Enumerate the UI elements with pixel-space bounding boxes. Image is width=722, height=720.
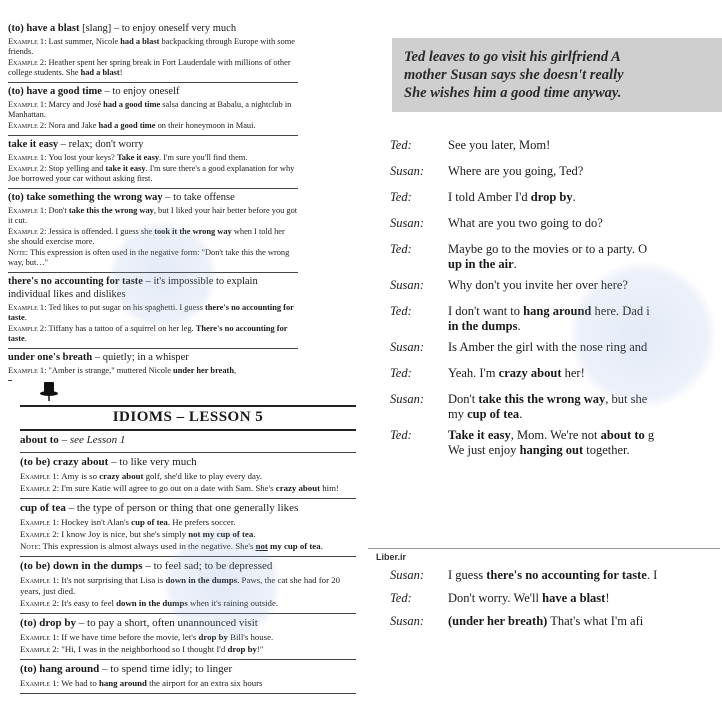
idiom-highlight: hanging out	[519, 443, 584, 457]
text-run: Bill's house.	[227, 632, 274, 642]
speaker-name: Ted:	[390, 591, 412, 605]
text-run: You lost your keys?	[48, 153, 117, 162]
dialogue-text	[448, 190, 720, 205]
text-run: Nora and Jake	[48, 121, 99, 130]
text-run: . I'm sure you'll find them.	[159, 153, 248, 162]
example-label: Example 1:	[20, 575, 62, 585]
idiom-highlight: there's no accounting for taste	[486, 568, 647, 582]
text-run: Hockey isn't Alan's	[61, 517, 132, 527]
text-run: I'm sure Katie will agree to go out on a date with Sam. She's	[61, 483, 276, 493]
text-run: "Hi, I was in the neighborhood so I thought I'd	[61, 644, 228, 654]
idiom-highlight: Take it easy	[116, 153, 160, 162]
idiom-heading	[8, 138, 298, 151]
speaker-name: Susan:	[390, 278, 425, 292]
example-sentence	[20, 483, 356, 494]
idiom-definition: – to enjoy oneself very much	[111, 23, 237, 34]
text-run: Where are you going, Ted?	[448, 164, 584, 178]
text-run: backpacking through Europe with some friends.	[8, 37, 295, 56]
example-sentence	[20, 517, 356, 528]
idiom-highlight: there's no accounting for taste	[8, 303, 294, 322]
text-run: g	[644, 428, 655, 442]
text-run: It's easy to feel	[61, 598, 117, 608]
intro-banner	[392, 38, 722, 112]
speaker-name: Ted:	[390, 304, 412, 318]
example-label: Example 1:	[20, 632, 62, 642]
text-run: the airport for an extra six hours	[146, 678, 263, 688]
example-sentence	[20, 471, 356, 482]
idiom-definition: – to spend time idly; to linger	[99, 663, 233, 675]
text-run: , but I liked your hair better before you got it cut.	[8, 206, 298, 225]
example-sentence	[8, 164, 298, 184]
idiom-term: (to) have a blast	[8, 23, 80, 34]
idiom-highlight: (under her breath)	[448, 614, 548, 628]
idiom-highlight: drop by	[227, 644, 257, 654]
idiom-entry	[20, 660, 356, 694]
idiom-highlight: hang around	[523, 304, 592, 318]
text-run: her!	[561, 366, 585, 380]
dialogue-text	[448, 568, 720, 583]
text-run: . I	[646, 568, 658, 582]
text-run: This expression is often used in the negative form: "Don't take this the wrong way, but…"	[8, 248, 290, 267]
text-run: This expression is almost always used in the negative. She's	[42, 541, 256, 551]
text-run: Maybe go to the movies or to a party. O	[448, 242, 648, 256]
dialogue-page	[368, 0, 720, 540]
example-label: Example 1:	[8, 37, 49, 46]
dialogue-line	[390, 428, 720, 458]
text-run: Yeah. I'm	[448, 366, 499, 380]
text-run: Jessica is offended. I guess she	[48, 227, 155, 236]
example-label: Example 1:	[8, 366, 49, 375]
example-label: Example 1:	[8, 100, 49, 109]
text-run: !	[119, 68, 123, 77]
intro-line: She wishes him a good time anyway.	[404, 85, 622, 101]
idiom-highlight: There's no accounting for taste	[8, 324, 288, 343]
text-run: I told Amber I'd	[448, 190, 531, 204]
dialogue-text	[448, 138, 720, 153]
idiom-definition: – quietly; in a whisper	[92, 352, 189, 363]
text-run: . Paws, the cat she had for 20 years, just died.	[20, 575, 341, 596]
text-run: Don't	[448, 392, 479, 406]
text-run: salsa dancing at Babalu, a nightclub in Manhattan.	[8, 100, 292, 119]
dialogue-text	[448, 614, 720, 629]
example-label: Example 2:	[8, 121, 49, 130]
speaker-name: Susan:	[390, 164, 425, 178]
idiom-definition: – to take offense	[162, 192, 235, 203]
text-run: !"	[256, 644, 264, 654]
idiom-entry	[20, 431, 356, 453]
idiom-entry	[8, 136, 298, 189]
idiom-highlight: my cup of tea	[270, 541, 321, 551]
idiom-heading	[20, 433, 356, 447]
idiom-highlight: crazy about	[275, 483, 321, 493]
text-run: I know Joy is nice, but she's simply	[61, 529, 189, 539]
text-run: .	[24, 313, 27, 322]
speaker-name: Ted:	[390, 366, 412, 380]
watermark-logo-icon	[568, 260, 718, 410]
text-run: .	[517, 319, 521, 333]
idiom-highlight: up in the air	[448, 257, 514, 271]
text-run: If we have time before the movie, let's	[61, 632, 199, 642]
idiom-highlight: not my cup of tea	[188, 529, 254, 539]
idiom-definition: – to feel sad; to be depressed	[142, 560, 273, 572]
text-run: on their honeymoon in Maui.	[155, 121, 256, 130]
example-sentence	[8, 121, 298, 131]
divider	[368, 548, 720, 549]
idiom-term: about to	[20, 434, 59, 446]
dialogue-text	[448, 216, 720, 231]
example-label: Example 2:	[20, 598, 62, 608]
example-label: Example 2:	[20, 529, 62, 539]
idiom-term: cup of tea	[20, 502, 66, 514]
idiom-definition: – to pay a short, often unannounced visit	[76, 617, 258, 629]
idiom-highlight: drop by	[198, 632, 228, 642]
speaker-name: Ted:	[390, 138, 412, 152]
example-label: Example 2:	[8, 227, 49, 236]
text-run: !	[605, 591, 610, 605]
text-run: That's what I'm afi	[547, 614, 644, 628]
text-run: We had to	[61, 678, 99, 688]
idiom-heading	[20, 501, 356, 515]
text-run: , but she	[605, 392, 648, 406]
dialogue-line	[390, 614, 720, 629]
idiom-highlight: hang around	[98, 678, 147, 688]
example-label: Example 1:	[20, 471, 62, 481]
dialogue-line	[390, 216, 720, 231]
dialogue-line	[390, 190, 720, 205]
idiom-highlight: took it the wrong way	[154, 227, 232, 236]
text-run: See you later, Mom!	[448, 138, 551, 152]
idiom-heading	[8, 22, 298, 35]
text-run: Last summer, Nicole	[48, 37, 121, 46]
example-label: Example 1:	[8, 206, 49, 215]
text-run: Don't worry. We'll	[448, 591, 543, 605]
text-run: .	[24, 334, 27, 343]
idiom-definition: – relax; don't worry	[58, 139, 144, 150]
idiom-highlight: in the dumps	[448, 319, 518, 333]
idiom-term: (to) hang around	[20, 663, 100, 675]
idiom-term: under one's breath	[8, 352, 93, 363]
dialogue-text	[448, 428, 720, 458]
example-label: Example 2:	[8, 58, 49, 67]
dialogue-line	[390, 591, 720, 606]
cross-reference: see Lesson 1	[69, 434, 126, 446]
example-label: Example 2:	[8, 324, 49, 333]
text-run: , Mom. We're not	[510, 428, 601, 442]
example-label: Example 2:	[8, 164, 49, 173]
idiom-definition: – to enjoy oneself	[101, 86, 180, 97]
idiom-heading	[20, 455, 356, 469]
idiom-highlight: crazy about	[498, 366, 562, 380]
idiom-term: take it easy	[8, 139, 59, 150]
text-run: What are you two going to do?	[448, 216, 603, 230]
idiom-heading	[8, 191, 298, 204]
example-sentence	[8, 100, 298, 120]
idiom-highlight: drop by	[530, 190, 573, 204]
text-run: my	[448, 407, 468, 421]
example-label: Example 1:	[8, 153, 49, 162]
dialogue-text	[448, 591, 720, 606]
idiom-heading	[20, 662, 356, 676]
text-run: golf, she'd like to play every day.	[143, 471, 262, 481]
speaker-name: Susan:	[390, 392, 425, 406]
text-run: .	[320, 541, 323, 551]
idiom-definition: –	[58, 434, 70, 446]
watermark-logo-icon	[108, 220, 218, 330]
example-sentence	[8, 37, 298, 57]
idiom-highlight: crazy about	[99, 471, 144, 481]
idiom-highlight: not	[255, 541, 268, 551]
text-run: Amy is so	[61, 471, 100, 481]
example-label: Example 2:	[20, 644, 62, 654]
text-run: . I'm sure there's a good explanation for why Joe borrowed your car without asking first.	[8, 164, 295, 183]
example-label: Note:	[8, 248, 31, 257]
idioms-page-top-left	[8, 20, 298, 375]
top-hat-icon	[38, 379, 60, 401]
example-sentence	[20, 644, 356, 655]
idiom-definition: – it's impossible to explain individual likes and dislikes	[8, 276, 258, 300]
dialogue-line	[390, 164, 720, 179]
text-run: here. Dad i	[591, 304, 650, 318]
idiom-definition: – the type of person or thing that one generally likes	[65, 502, 299, 514]
lesson-title: IDIOMS – LESSON 5	[20, 405, 356, 431]
dialogue-text	[448, 242, 720, 272]
dialogue-page-continued	[368, 548, 720, 636]
text-run: when it's raining outside.	[187, 598, 279, 608]
text-run: .	[253, 529, 256, 539]
idiom-highlight: cup of tea	[467, 407, 520, 421]
text-run: Ted likes to put sugar on his spaghetti. I guess	[48, 303, 205, 312]
idiom-highlight: take this the wrong way	[68, 206, 154, 215]
dialogue-line	[390, 138, 720, 153]
text-run: It's not surprising that Lisa is	[61, 575, 166, 585]
text-run: Why don't you invite her over here?	[448, 278, 628, 292]
idiom-entry	[20, 453, 356, 499]
idiom-highlight: have a blast	[542, 591, 606, 605]
text-run: I don't want to	[448, 304, 524, 318]
intro-line: Ted leaves to go visit his girlfriend A	[404, 49, 621, 65]
text-run: Is Amber the girl with the nose ring and	[448, 340, 648, 354]
idiom-term: (to) take something the wrong way	[8, 192, 163, 203]
idiom-heading	[8, 351, 298, 364]
idiom-highlight: cup of tea	[131, 517, 168, 527]
text-run: ,	[234, 366, 237, 375]
idiom-highlight: down in the dumps	[116, 598, 188, 608]
idiom-term: (to be) down in the dumps	[20, 560, 143, 572]
text-run: We just enjoy	[448, 443, 520, 457]
text-run: Tiffany has a tattoo of a squirrel on her leg.	[48, 324, 196, 333]
idiom-highlight: had a good time	[103, 100, 161, 109]
speaker-name: Susan:	[390, 340, 425, 354]
dialogue-text	[448, 164, 720, 179]
example-label: Example 2:	[20, 483, 62, 493]
text-run: Don't	[48, 206, 69, 215]
example-sentence	[8, 153, 298, 163]
idiom-term: (to) have a good time	[8, 86, 102, 97]
speaker-name: Ted:	[390, 242, 412, 256]
text-run: "Amber is strange," muttered Nicole	[48, 366, 174, 375]
idiom-highlight: had a blast	[80, 68, 120, 77]
idiom-highlight: about to	[600, 428, 645, 442]
idiom-term: (to be) crazy about	[20, 456, 109, 468]
idiom-tag: [slang]	[79, 23, 112, 34]
watermark-logo-icon	[162, 525, 282, 645]
example-sentence	[20, 678, 356, 689]
site-watermark: Liber.ir	[376, 552, 407, 562]
example-label: Example 1:	[20, 678, 62, 688]
text-run: together.	[583, 443, 630, 457]
idiom-definition: – to like very much	[108, 456, 197, 468]
text-run: .	[513, 257, 517, 271]
dialogue-line	[390, 568, 720, 583]
text-run: Marcy and José	[48, 100, 104, 109]
intro-line: mother Susan says she doesn't really	[404, 67, 624, 83]
idiom-entry	[8, 83, 298, 136]
idioms-lesson-page	[12, 375, 358, 720]
idiom-entry	[8, 20, 298, 83]
idiom-heading	[8, 85, 298, 98]
text-run: . He prefers soccer.	[167, 517, 236, 527]
idiom-highlight: under her breath	[173, 366, 234, 375]
idiom-highlight: take this the wrong way	[478, 392, 606, 406]
text-run: .	[572, 190, 576, 204]
idiom-highlight: had a blast	[120, 37, 160, 46]
text-run: him!	[320, 483, 339, 493]
speaker-name: Ted:	[390, 428, 412, 442]
text-run: .	[519, 407, 523, 421]
idiom-highlight: Take it easy	[448, 428, 511, 442]
text-run: Heather spent her spring break in Fort Lauderdale with millions of other college students. She	[8, 58, 291, 77]
example-label: Note:	[20, 541, 43, 551]
speaker-name: Ted:	[390, 190, 412, 204]
speaker-name: Susan:	[390, 614, 425, 628]
idiom-term: (to) drop by	[20, 617, 77, 629]
speaker-name: Susan:	[390, 216, 425, 230]
example-label: Example 1:	[20, 517, 62, 527]
speaker-name: Susan:	[390, 568, 425, 582]
idiom-highlight: take it easy	[105, 164, 146, 173]
idiom-highlight: had a good time	[98, 121, 156, 130]
idiom-term: there's no accounting for taste	[8, 276, 143, 287]
text-run: Stop yelling and	[48, 164, 106, 173]
text-run: I guess	[448, 568, 487, 582]
idiom-highlight: down in the dumps	[165, 575, 238, 585]
example-label: Example 1:	[8, 303, 49, 312]
example-sentence	[8, 58, 298, 78]
text-run: when I told her she should exercise more.	[8, 227, 285, 246]
